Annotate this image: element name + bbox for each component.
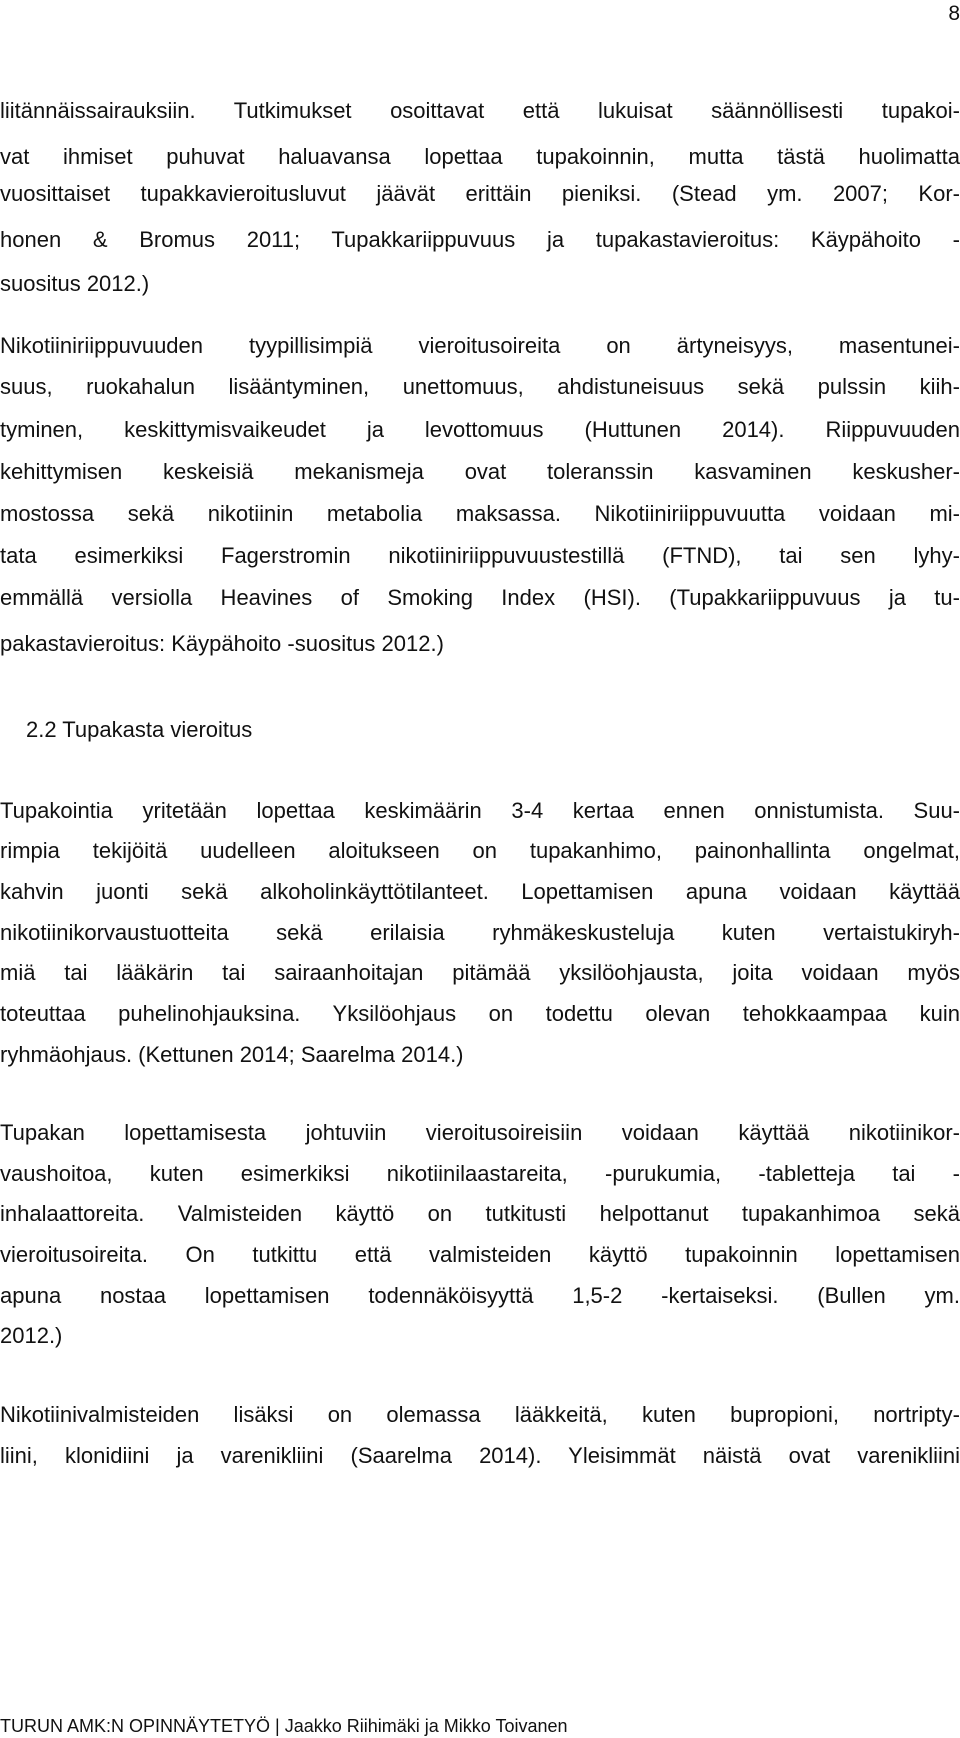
text-line: kahvin juonti sekä alkoholinkäyttötilanteet. Lopettamisen apuna voidaan käyttää — [0, 879, 960, 904]
text-line: Tupakointia yritetään lopettaa keskimäärin 3-4 kertaa ennen onnistumista. Suu- — [0, 798, 960, 823]
text-line: ryhmäohjaus. (Kettunen 2014; Saarelma 2014.) — [0, 1042, 464, 1067]
text-line: tyminen, keskittymisvaikeudet ja levottomuus (Huttunen 2014). Riippuvuuden — [0, 417, 960, 442]
text-line: nikotiinikorvaustuotteita sekä erilaisia ryhmäkeskusteluja kuten vertaistukiryh- — [0, 920, 960, 945]
text-line: 2012.) — [0, 1323, 63, 1348]
text-line: pakastavieroitus: Käypähoito -suositus 2012.) — [0, 631, 444, 656]
text-line: kehittymisen keskeisiä mekanismeja ovat toleranssin kasvaminen keskusher- — [0, 459, 960, 484]
text-line: vaushoitoa, kuten esimerkiksi nikotiinilaastareita, -purukumia, -tabletteja tai - — [0, 1161, 960, 1186]
text-line: honen & Bromus 2011; Tupakkariippuvuus ja tupakastavieroitus: Käypähoito - — [0, 227, 960, 252]
text-line: rimpia tekijöitä uudelleen aloitukseen on tupakanhimo, painonhallinta ongelmat, — [0, 838, 960, 863]
footer: TURUN AMK:N OPINNÄYTETYÖ | Jaakko Riihimäki ja Mikko Toivanen — [0, 1716, 568, 1736]
text-line: vat ihmiset puhuvat haluavansa lopettaa tupakoinnin, mutta tästä huolimatta — [0, 144, 960, 169]
text-line: mostossa sekä nikotiinin metabolia maksassa. Nikotiiniriippuvuutta voidaan mi- — [0, 501, 960, 526]
text-line: liini, klonidiini ja varenikliini (Saarelma 2014). Yleisimmät näistä ovat varenikliini — [0, 1443, 960, 1468]
text-line: Nikotiinivalmisteiden lisäksi on olemassa lääkkeitä, kuten bupropioni, nortripty- — [0, 1402, 960, 1427]
text-line: toteuttaa puhelinohjauksina. Yksilöohjaus on todettu olevan tehokkaampaa kuin — [0, 1001, 960, 1026]
text-line: Tupakan lopettamisesta johtuviin vieroitusoireisiin voidaan käyttää nikotiinikor- — [0, 1120, 960, 1145]
text-line: Nikotiiniriippuvuuden tyypillisimpiä vieroitusoireita on ärtyneisyys, masentunei- — [0, 333, 960, 358]
text-line: vuosittaiset tupakkavieroitusluvut jäävät erittäin pieniksi. (Stead ym. 2007; Kor- — [0, 181, 960, 206]
text-line: suositus 2012.) — [0, 271, 150, 296]
page-number: 8 — [948, 2, 960, 25]
text-line: liitännäissairauksiin. Tutkimukset osoittavat että lukuisat säännöllisesti tupakoi- — [0, 98, 960, 123]
section-heading: 2.2 Tupakasta vieroitus — [26, 717, 253, 742]
text-line: suus, ruokahalun lisääntyminen, unettomuus, ahdistuneisuus sekä pulssin kiih- — [0, 374, 960, 399]
text-line: tata esimerkiksi Fagerstromin nikotiiniriippuvuustestillä (FTND), tai sen lyhy- — [0, 543, 960, 568]
text-line: inhalaattoreita. Valmisteiden käyttö on tutkitusti helpottanut tupakanhimoa sekä — [0, 1201, 960, 1226]
text-line: emmällä versiolla Heavines of Smoking Index (HSI). (Tupakkariippuvuus ja tu- — [0, 585, 960, 610]
text-line: apuna nostaa lopettamisen todennäköisyyttä 1,5-2 -kertaiseksi. (Bullen ym. — [0, 1283, 960, 1308]
text-line: vieroitusoireita. On tutkittu että valmisteiden käyttö tupakoinnin lopettamisen — [0, 1242, 960, 1267]
text-line: miä tai lääkärin tai sairaanhoitajan pitämää yksilöohjausta, joita voidaan myös — [0, 960, 960, 985]
